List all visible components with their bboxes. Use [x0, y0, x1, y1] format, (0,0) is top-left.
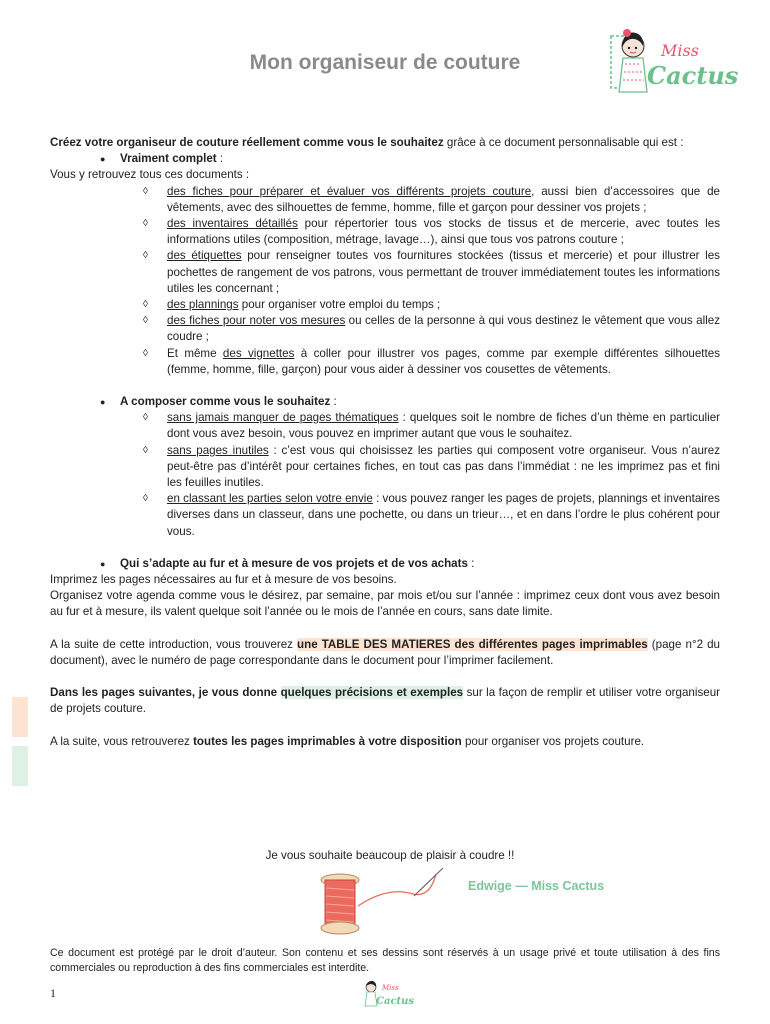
main-content [50, 135, 720, 750]
bullet-dot-icon: ● [100, 558, 106, 569]
list-item: ◊ des fiches pour préparer et évaluer vos différents projets couture, aussi bien d’accessoires que de vêtements, avec des silhouettes de femme, homme, fille et garçon pour dessiner vos projets ; [143, 184, 720, 214]
intro-paragraph: Créez votre organiseur de couture réellement comme vous le souhaitez grâce à ce document personnalisable qui est : [50, 136, 684, 149]
list-item: ◊ sans pages inutiles : c’est vous qui choisissez les parties qui composent votre organiseur. Vous n’aurez peut-être pas d’intérêt pour certaines fiches, en tout cas pas dans l’immédiat : ne les imprimez pas et fini les feuilles inutiles. [143, 443, 721, 490]
diamond-bullet-icon: ◊ [143, 185, 148, 197]
svg-text:Cactus: Cactus [376, 996, 415, 1007]
signature: Edwige — Miss Cactus [468, 879, 605, 893]
diamond-bullet-icon: ◊ [143, 347, 148, 359]
green-marker [12, 746, 28, 786]
list-item: ◊ Et même des vignettes à coller pour illustrer vos pages, comme par exemple différentes silhouettes (femme, homme, fille, garçon) pour vous aider à dessiner vos cousettes de vêtements. [143, 346, 720, 376]
diamond-bullet-icon: ◊ [143, 299, 148, 311]
diamond-bullet-icon: ◊ [143, 315, 148, 327]
svg-text:Miss: Miss [661, 41, 699, 60]
svg-text:Cactus: Cactus [647, 61, 739, 90]
diamond-bullet-icon: ◊ [143, 493, 148, 505]
diamond-bullet-icon: ◊ [143, 412, 148, 424]
printables-note: A la suite, vous retrouverez toutes les pages imprimables à votre disposition pour organiser vos projets couture. [50, 734, 645, 748]
toc-note: A la suite de cette introduction, vous trouverez une TABLE DES MATIERES des différentes pages imprimables (page n°2 du document), avec le numéro de page correspondante dans le document pour l’imprimer facilement. [50, 637, 720, 667]
list-item: ◊ sans jamais manquer de pages thématiques : quelques soit le nombre de fiches d’un thème en particulier dont vous avez besoin, vous pouvez en imprimer autant que vous le souhaitez. [143, 411, 720, 441]
miss-cactus-logo [603, 18, 739, 102]
section3-line1: Imprimez les pages nécessaires au fur et à mesure de vos besoins. [50, 573, 397, 587]
diamond-bullet-icon: ◊ [143, 444, 148, 456]
section-heading-complete: ● Vraiment complet : [50, 151, 720, 167]
page-number: 1 [50, 986, 56, 1000]
section3-line2: Organisez votre agenda comme vous le désirez, par semaine, par mois et/ou sur l’année : imprimez ceux dont vous avez besoin au fur et à mesure, ils valent quelque soit l’année ou le mois de l’année en cours, sans date limite. [50, 589, 720, 619]
diamond-bullet-icon: ◊ [143, 250, 148, 262]
page-title: Mon organiseur de couture [249, 51, 521, 74]
diamond-bullet-icon: ◊ [143, 218, 148, 230]
list-item: ◊ des fiches pour noter vos mesures ou celles de la personne à qui vous destinez le vêtement que vous allez coudre ; [143, 314, 720, 344]
thread-spool-icon [318, 866, 448, 938]
orange-marker [12, 697, 28, 737]
closing-wish: Je vous souhaite beaucoup de plaisir à coudre !! [265, 849, 515, 862]
section1-lead: Vous y retrouvez tous ces documents : [50, 168, 250, 182]
svg-text:Miss: Miss [382, 984, 399, 992]
copyright-notice: Ce document est protégé par le droit d’auteur. Son contenu et ses dessins sont réservés à un usage privé et toute utilisation à des fins commerciales ou reproduction à des fins commerciales est interdite. [50, 947, 720, 974]
list-item: ◊ des plannings pour organiser votre emploi du temps ; [50, 297, 720, 313]
miss-cactus-footer-logo [360, 978, 415, 1010]
section-heading-adapt: ● Qui s’adapte au fur et à mesure de vos projets et de vos achats : [50, 556, 720, 572]
list-item: ◊ des inventaires détaillés pour répertorier tous vos stocks de tissus et de mercerie, avec toutes les informations utiles (composition, métrage, lavage…), ainsi que tous vos patrons couture ; [143, 217, 720, 247]
list-item: ◊ des étiquettes pour renseigner toutes vos fournitures stockées (tissus et mercerie) et pour illustrer les pochettes de rangement de vos patrons, vous permettant de trouver immédiatement toutes les informations utiles les concernant ; [143, 249, 720, 295]
bullet-dot-icon: ● [100, 397, 106, 408]
section-heading-compose: ● A composer comme vous le souhaitez : [50, 394, 720, 410]
details-note: Dans les pages suivantes, je vous donne quelques précisions et exemples sur la façon de remplir et utiliser votre organiseur de projets couture. [50, 686, 720, 716]
list-item: ◊ en classant les parties selon votre envie : vous pouvez ranger les pages de projets, plannings et inventaires diverses dans un classeur, dans une pochette, ou dans un trieur…, et en dans l’ordre le plus cohérent pour vous. [143, 492, 720, 538]
bullet-dot-icon: ● [100, 154, 106, 165]
